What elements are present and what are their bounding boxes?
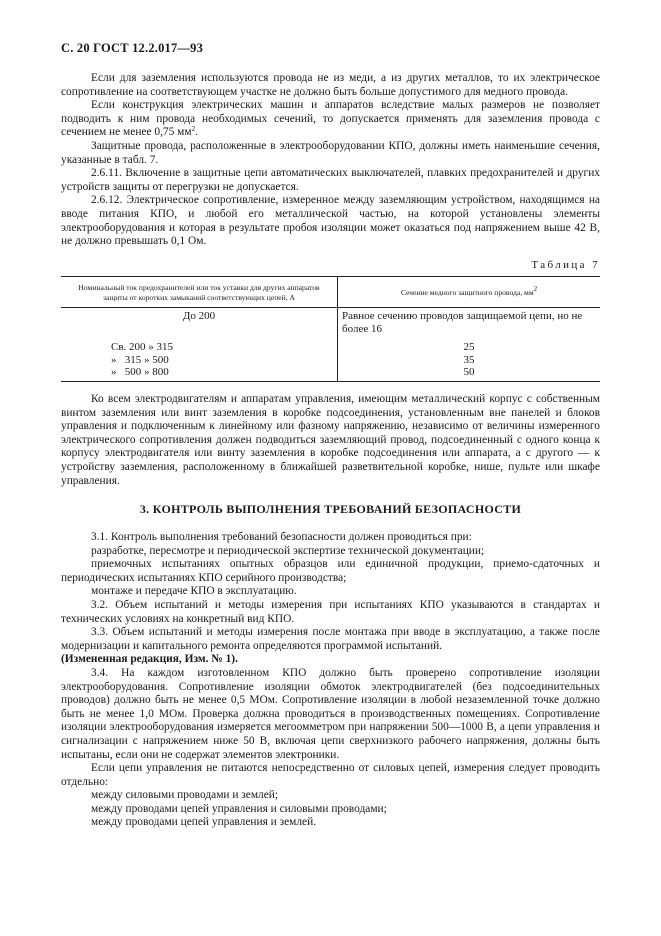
page-header: С. 20 ГОСТ 12.2.017—93: [61, 41, 204, 55]
paragraph-3-3: 3.3. Объем испытаний и методы измерения после монтажа при вводе в эксплуатацию, а также после модернизации и капитального ремонта определяются программой испытаний.: [61, 626, 600, 652]
table-row: [61, 366, 600, 381]
paragraph-small-machines: [61, 99, 600, 140]
amendment-note: (Измененная редакция, Изм. № 1).: [61, 653, 238, 666]
table-7: [61, 276, 600, 382]
table-title: Таблица 7: [531, 259, 600, 271]
list-item: между проводами цепей управления и силовыми проводами;: [91, 802, 387, 815]
list-item: разработке, пересмотре и периодической экспертизе технической документации;: [91, 544, 485, 557]
table-cell-current: [61, 341, 338, 354]
list-item: между проводами цепей управления и землей.: [91, 816, 317, 829]
range-label: » 315 » 500: [111, 353, 169, 366]
table-row: [61, 341, 600, 354]
table-cell-current: [61, 366, 338, 381]
paragraph-2-6-12: 2.6.12. Электрическое сопротивление, измеренное между заземляющим устройством, находящимся на вводе питания КПО, и любой его металлической частью, на которой установлены элементы электрооборудования и которая в результате пробоя изоляции может оказаться под напряжением выше 42 В, не должно превышать 0,1 Ом.: [61, 194, 600, 248]
period: .: [195, 126, 198, 139]
paragraph-grounding-wire: Ко всем электродвигателям и аппаратам управления, имеющим металлический корпус с собственным винтом заземления или винт заземления в коробке подсоединения, установленным вне панелей и блоков управления и подключенным к линейному или фазному напряжению, независимо от величины измеренного электрического сопротивления должен подводиться заземляющий провод, подсоединенный с одного конца к корпусу электродвигателя или винту заземления в коробке подсоединения или аппарата, а с другого — к устройству заземления, расположенному в ближайшей разветвительной коробке, нише, пульте или шкафе управления.: [61, 393, 600, 487]
table-cell-section: 50: [338, 366, 601, 381]
text-block-section-3: [61, 531, 600, 830]
range-label: Св. 200 » 315: [111, 341, 174, 353]
paragraph-2-6-11: 2.6.11. Включение в защитные цепи автоматических выключателей, плавких предохранителей и других устройств защиты от перегрузки не допускается.: [61, 167, 600, 193]
paragraph-small-machines-text: Если конструкция электрических машин и аппаратов вследствие малых размеров не позволяет подводить к ним провода необходимых сечений, то допускается применять для заземления провода с сечением не менее 0,75 мм: [61, 99, 600, 139]
table-cell-section: 35: [463, 353, 475, 366]
column-header-section: [338, 277, 601, 308]
table-cell-current: [61, 354, 338, 367]
table-cell-section: 25: [463, 341, 475, 353]
column-header-current: Номинальный ток предохранителей или ток уставки для других аппаратов защиты от коротких замыканий соответствующих цепей, А: [61, 277, 338, 308]
table-cell-current: До 200: [61, 308, 338, 342]
text-block-grounding: [61, 393, 600, 488]
paragraph-copper: Если для заземления используются провода не из меди, а из других металлов, то их электрическое сопротивление на соответствующем участке не должно быть больше допустимого для медного провода.: [61, 72, 600, 98]
paragraph-3-2: 3.2. Объем испытаний и методы измерения при испытаниях КПО указываются в стандартах и технических условиях на конкретный вид КПО.: [61, 598, 600, 625]
list-item: монтаже и передаче КПО в эксплуатацию.: [91, 585, 297, 598]
superscript: 2: [533, 284, 538, 293]
text-block-top: [61, 72, 600, 249]
section-title: 3. КОНТРОЛЬ ВЫПОЛНЕНИЯ ТРЕБОВАНИЙ БЕЗОПАСНОСТИ: [139, 502, 522, 516]
list-item: между силовыми проводами и землей;: [91, 789, 279, 802]
paragraph-3-1: 3.1. Контроль выполнения требований безопасности должен проводиться при:: [91, 531, 472, 543]
paragraph-separate-measurement: Если цепи управления не питаются непосредственно от силовых цепей, измерения следует проводить отдельно:: [61, 762, 600, 788]
superscript: 2: [191, 125, 196, 134]
range-label: » 500 » 800: [111, 366, 169, 378]
column-header-section-text: Сечение медного защитного провода, мм: [400, 287, 534, 297]
paragraph-3-4: 3.4. На каждом изготовленном КПО должно быть проверено сопротивление изоляции электрооборудования. Сопротивление изоляции обмоток электродвигателей (без подсоединительных проводов) должно быть не менее 0,5 МОм. Сопротивление изоляции в любой незаземленной точке должно быть не менее 1,0 МОм. Проверка должна проводиться в производственных помещениях. Сопротивление изоляции электрооборудования измеряется мегоомметром при напряжении 500—1000 В, а цепи управления и сигнализации с напряжением ниже 50 В, включая цепи сверхнизкого рабочего напряжения, должны быть испытаны, если они не содержат элементов электроники.: [61, 666, 600, 761]
table-cell-section: Равное сечению проводов защищаемой цепи, но не более 16: [342, 310, 583, 335]
paragraph-protective: Защитные провода, расположенные в электрооборудовании КПО, должны иметь наименьшие сечения, указанные в табл. 7.: [61, 139, 600, 166]
table-header-row: [61, 277, 600, 308]
table-row: [61, 354, 600, 367]
table-row: [61, 308, 600, 342]
list-item: приемочных испытаниях опытных образцов или единичной продукции, приемо-сдаточных и периодических испытаниях КПО серийного производства;: [61, 558, 600, 584]
